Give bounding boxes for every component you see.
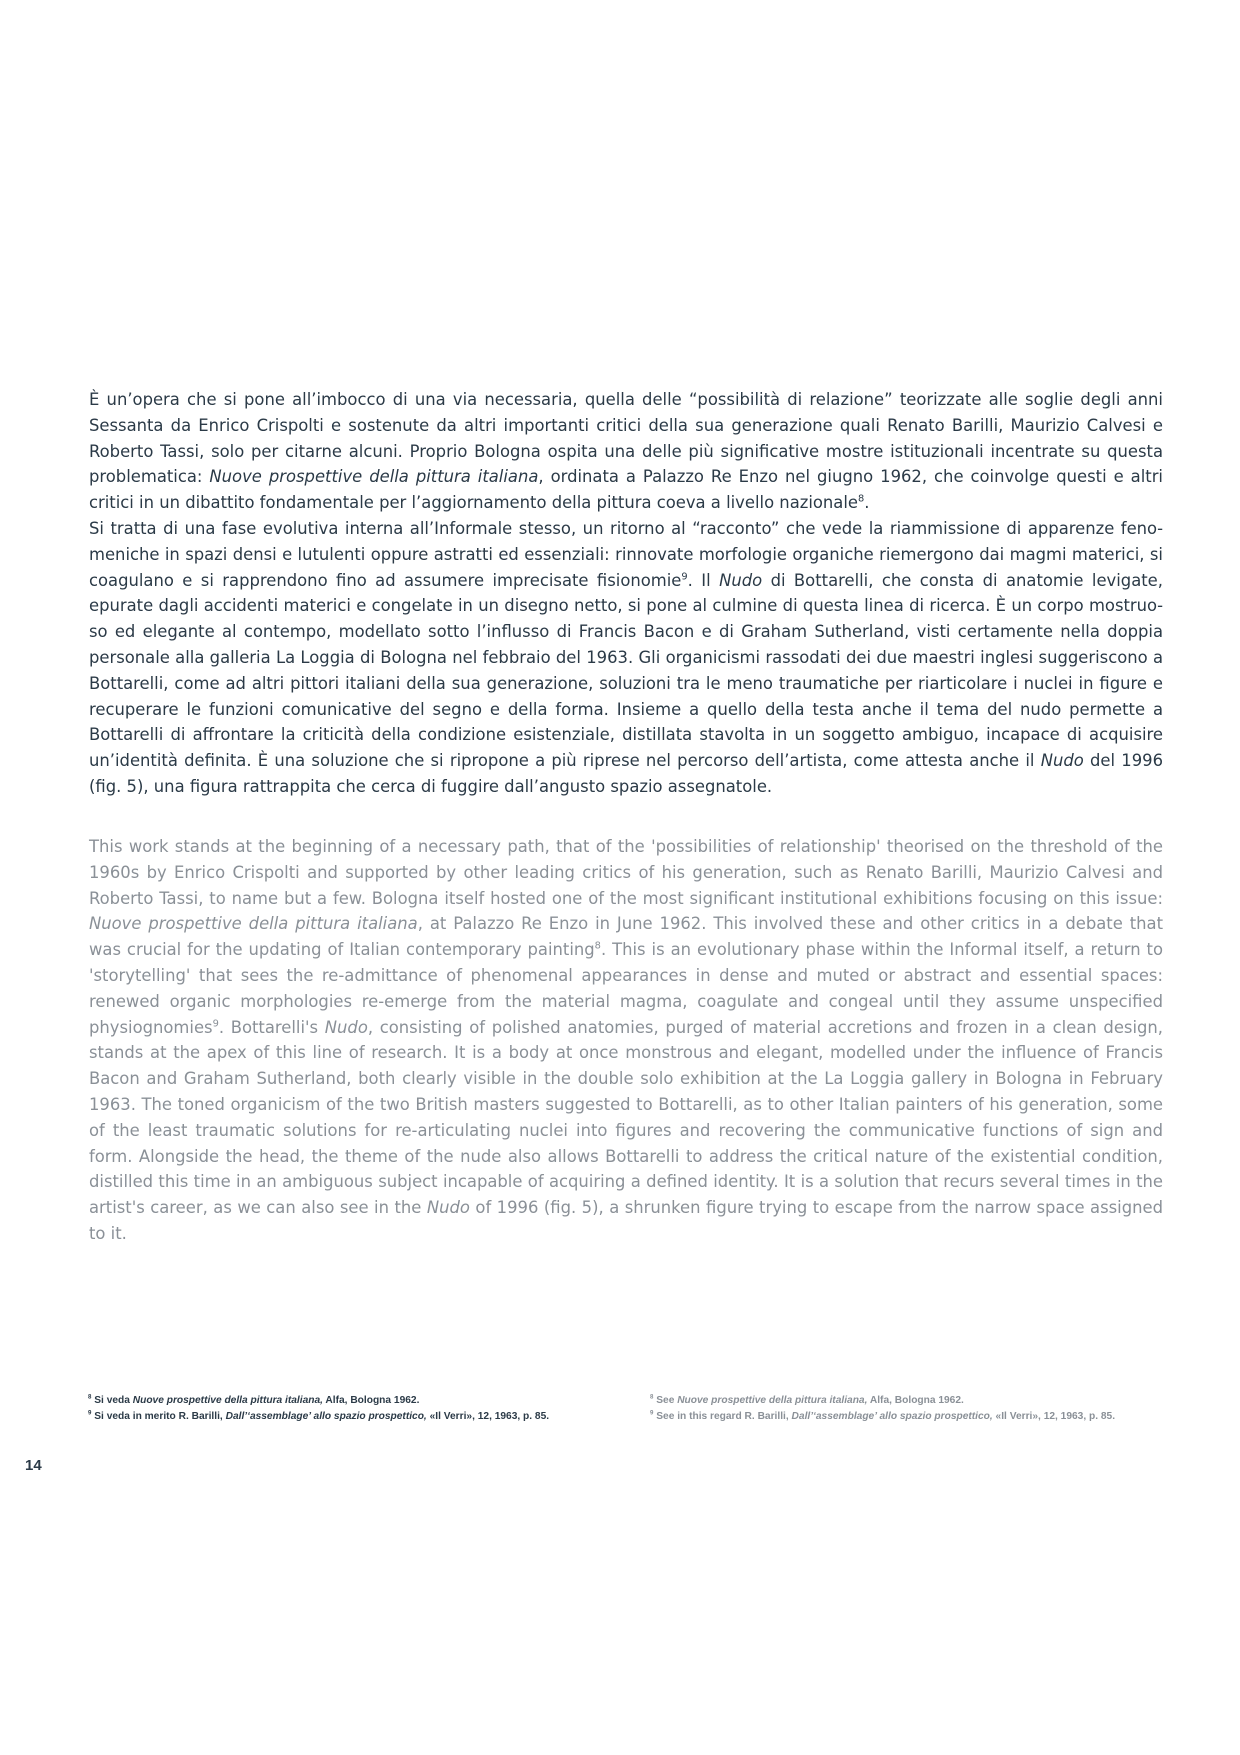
italic-text: Nuove prospettive della pittura italiana,: [677, 1395, 868, 1406]
paragraph: [88, 1393, 549, 1409]
italian-text-block: [89, 387, 1163, 800]
text-run: Alfa, Bologna 1962.: [322, 1395, 420, 1406]
text-run: Alfa, Bologna 1962.: [867, 1395, 964, 1406]
italic-text: Nudo: [719, 570, 763, 590]
footnote-marker: 8: [858, 493, 865, 505]
footnote-marker: 9: [650, 1409, 654, 1417]
footnote-marker: 9: [88, 1409, 92, 1417]
page-number: 14: [25, 1457, 42, 1474]
paragraph: [650, 1393, 1115, 1409]
italic-text: Nudo: [1040, 751, 1084, 771]
text-run: See: [653, 1395, 678, 1406]
italic-text: Nudo: [324, 1017, 368, 1037]
footnote-marker: 8: [650, 1393, 654, 1401]
text-run: , consisting of polished anatomies, purged of material accretions and frozen in a clean design, stands at the apex of this line of research. It is a body at once monstrous and elegant, modelled under the influence of Francis Bacon and Graham Sutherland, both clearly visible in the double solo exhibition at the La Loggia gallery in Bologna in February 1963. The toned organicism of the two British masters suggested to Bottarelli, as to other Italian painters of his generation, some of the least traumatic solutions for re-articulating nuclei into figures and recovering the communicative functions of sign and form. Alongside the head, the theme of the nude also allows Bottarelli to address the critical nature of the existential condition, distilled this time in an ambiguous subject incapable of acquiring a defined identity. It is a solution that recurs several times in the artist's career, as we can also see in the: [89, 1017, 1163, 1218]
paragraph: [89, 834, 1163, 1247]
italic-text: Nuove prospettive della pittura italiana,: [132, 1395, 323, 1406]
paragraph: [89, 516, 1163, 800]
text-run: «Il Verri», 12, 1963, p. 85.: [426, 1410, 550, 1422]
text-run: Si veda in merito R. Barilli,: [91, 1410, 226, 1422]
footnote-marker: 9: [212, 1018, 219, 1030]
italic-text: Nuove prospettive della pittura italiana: [209, 467, 539, 487]
text-run: . This is an evolutionary phase within the Informal itself, a return to 'storytelling' that sees the re-admittance of phenomenal appearances in dense and muted or abstract and essential spaces: renewed organic morphologies re-emerge from the material magma, coagulate and congeal until they assume unspecified physiognomies: [89, 940, 1163, 1037]
italic-text: Nudo: [426, 1198, 470, 1218]
italic-text: Dall’‘assemblage’ allo spazio prospettico,: [225, 1410, 427, 1422]
english-text-block: [89, 834, 1163, 1247]
text-run: Si veda: [91, 1395, 133, 1406]
text-run: .: [864, 493, 870, 513]
text-run: of 1996 (fig. 5), a shrunken figure trying to escape from the narrow space assigned to it.: [89, 1198, 1163, 1243]
text-run: Si tratta di una fase evolutiva interna all’Informale stesso, un ritorno al “racconto” che vede la riammissione di apparenze fenomeniche in spazi densi e lutulenti oppure astratti ed essenziali: rinnovate morfologie organiche riemergono dai magmi materici, si coagulano e si rapprendono fino ad assumere imprecisate fisionomie: [89, 518, 1163, 590]
text-run: , ordinata a Palazzo Re Enzo nel giugno 1962, che coinvolge questi e altri critici in un dibattito fondamentale per l’aggiornamento della pittura coeva a livello nazionale: [89, 467, 1163, 513]
paragraph: [650, 1409, 1115, 1425]
footnote-marker: 9: [681, 571, 688, 583]
text-run: . Bottarelli's: [218, 1017, 325, 1037]
text-run: , at Palazzo Re Enzo in June 1962. This involved these and other critics in a debate that was crucial for the updating of Italian contemporary painting: [89, 914, 1163, 960]
paragraph: [89, 387, 1163, 516]
italic-text: Dall’‘assemblage’ allo spazio prospettico,: [791, 1410, 993, 1422]
text-run: di Bottarelli, che consta di anatomie levigate, epurate dagli accidenti materici e congelate in un disegno netto, si pone al culmine di questa linea di ricerca. È un corpo mostruoso ed elegante al contempo, modellato sotto l’influsso di Francis Bacon e di Graham Sutherland, visti certamente nella doppia personale alla galleria La Loggia di Bologna nel febbraio del 1963. Gli organicismi rassodati dei due maestri inglesi suggeriscono a Bottarelli, come ad altri pittori italiani della sua generazione, soluzioni tra le meno traumatiche per riarticolare i nuclei in figure e recuperare le funzioni comunicative del segno e della forma. Insieme a quello della testa anche il tema del nudo permette a Bottarelli di affrontare la criticità della condizione esistenziale, distillata stavolta in un soggetto ambiguo, incapace di acquisire un’identità definita. È una soluzione che si ripropone a più riprese nel percorso dell’artista, come attesta anche il: [89, 570, 1163, 771]
text-run: «Il Verri», 12, 1963, p. 85.: [992, 1410, 1116, 1422]
text-run: See in this regard R. Barilli,: [653, 1410, 792, 1422]
text-run: . Il: [687, 570, 720, 590]
text-run: This work stands at the beginning of a necessary path, that of the 'possibilities of relationship' theorised on the threshold of the 1960s by Enrico Crispolti and supported by other leading critics of his generation, such as Renato Barilli, Maurizio Calvesi and Roberto Tassi, to name but a few. Bologna itself hosted one of the most significant institutional exhibitions focusing on this issue:: [89, 837, 1163, 908]
italic-text: Nuove prospettive della pittura italiana: [89, 914, 418, 934]
english-footnotes: [650, 1393, 1115, 1424]
text-run: del 1996 (fig. 5), una figura rattrappita che cerca di fuggire dall’angusto spazio assegnatole.: [89, 751, 1163, 796]
footnote-marker: 8: [594, 940, 601, 952]
footnote-marker: 8: [88, 1393, 92, 1401]
paragraph: [88, 1409, 549, 1425]
text-run: È un’opera che si pone all’imbocco di una via necessaria, quella delle “possibilità di relazione” teorizzate alle soglie degli anni Sessanta da Enrico Crispolti e sostenute da altri importanti critici della sua generazione quali Renato Barilli, Maurizio Calvesi e Roberto Tassi, solo per citarne alcuni. Proprio Bologna ospita una delle più significative mostre istituzionali incentrate su questa problematica:: [89, 390, 1163, 487]
italian-footnotes: [88, 1393, 549, 1424]
